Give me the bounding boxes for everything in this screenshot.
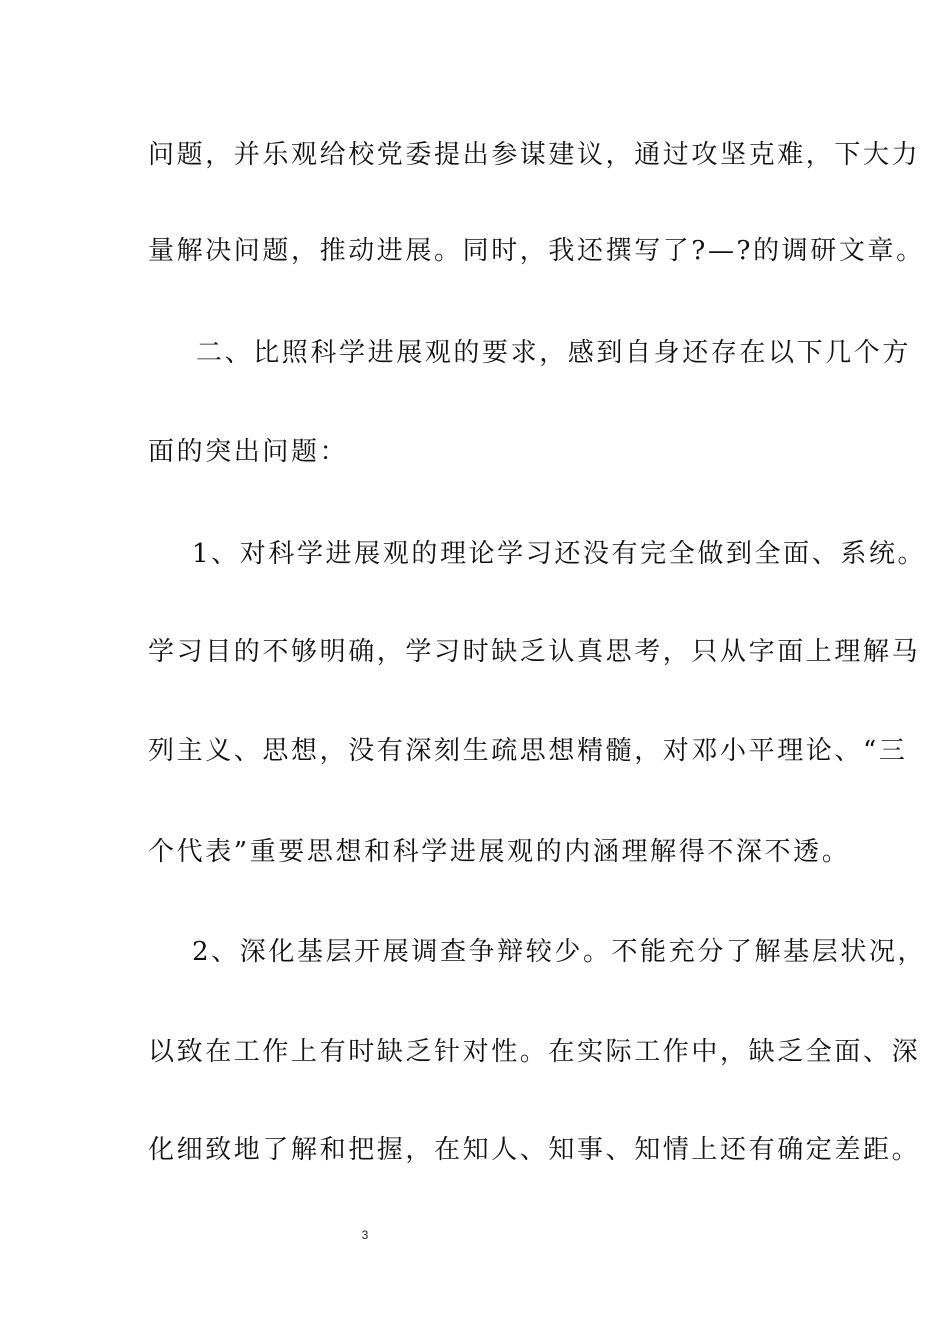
text-line-1-content: 问题，并乐观给校党委提出参谋建议，通过攻坚克难，下大力: [148, 140, 921, 170]
text-line-6-content: 学习目的不够明确，学习时缺乏认真思考，只从字面上理解马: [148, 637, 921, 667]
text-line-3-content: 二、比照科学进展观的要求，感到自身还存在以下几个方: [196, 338, 912, 368]
text-line-4: [0, 432, 950, 472]
text-line-5-content: 1、对科学进展观的理论学习还没有完全做到全面、系统。: [192, 539, 927, 569]
text-line-10: [0, 1032, 950, 1072]
text-line-11-content: 化细致地了解和把握，在知人、知事、知情上还有确定差距。: [148, 1135, 921, 1165]
text-line-3: [0, 333, 950, 373]
text-line-5: [0, 534, 950, 574]
text-line-7: [0, 731, 950, 771]
text-line-6: [0, 632, 950, 672]
text-line-10-content: 以致在工作上有时缺乏针对性。在实际工作中，缺乏全面、深: [148, 1037, 921, 1067]
text-line-4-content: 面的突出问题：: [148, 437, 349, 467]
text-line-9: [0, 932, 950, 972]
text-line-2-content: 量解决问题，推动进展。同时，我还撰写了?—?的调研文章。: [148, 236, 925, 266]
text-line-1: [0, 135, 950, 175]
page-number: 3: [361, 1228, 369, 1242]
text-line-7-content: 列主义、思想，没有深刻生疏思想精髓，对邓小平理论、“三: [148, 736, 908, 766]
text-line-9-content: 2、深化基层开展调查争辩较少。不能充分了解基层状况，: [192, 937, 927, 967]
text-line-8: [0, 832, 950, 872]
text-line-2: [0, 231, 950, 271]
text-line-11: [0, 1130, 950, 1170]
text-line-8-content: 个代表”重要思想和科学进展观的内涵理解得不深不透。: [148, 837, 851, 867]
